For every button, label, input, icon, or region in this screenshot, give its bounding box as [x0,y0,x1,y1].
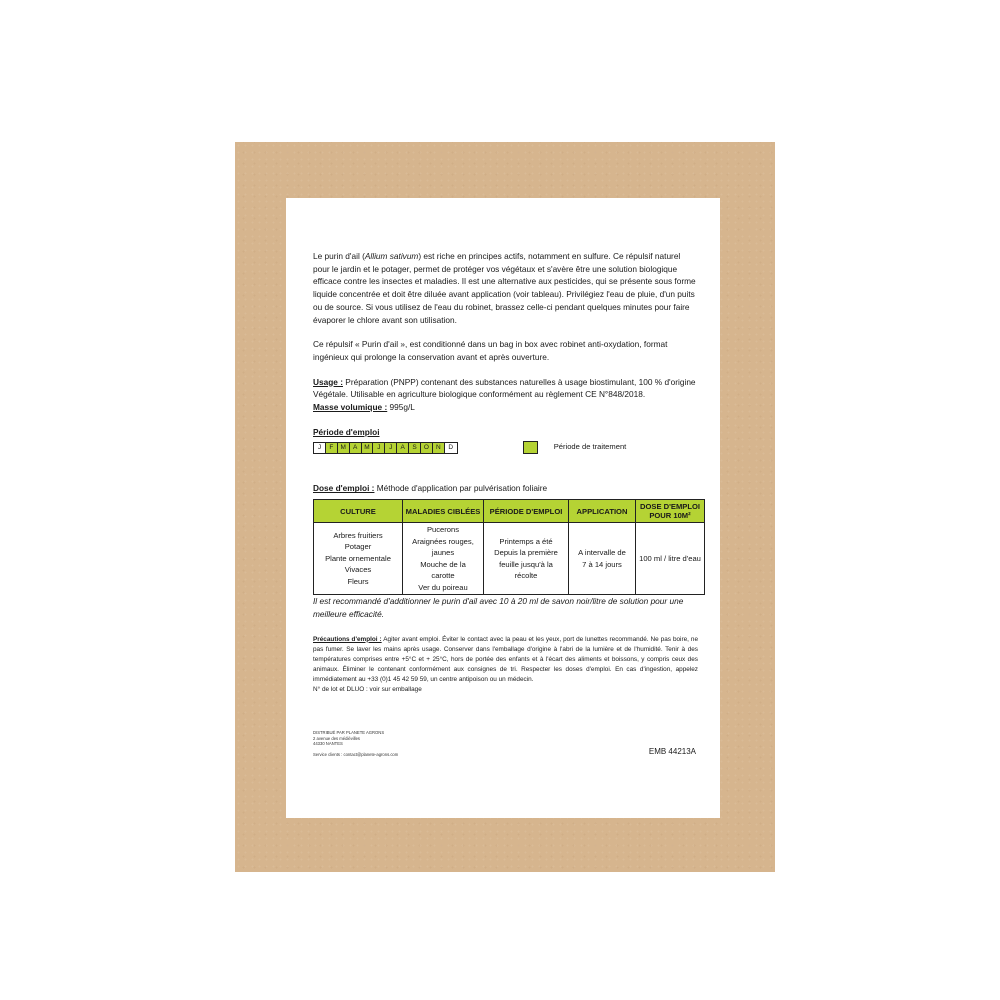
header-periode: PÉRIODE D'EMPLOI [484,500,569,523]
precautions-label: Précautions d'emploi : [313,635,382,643]
emb-code: EMB 44213A [648,747,696,756]
legend-label: Période de traitement [553,442,627,452]
header-dose: DOSE D'EMPLOI POUR 10M² [636,500,705,523]
recommendation-note [313,595,698,620]
maladie-item: Ver du poireau [418,582,468,592]
periode-line: feuille jusqu'à la [499,559,553,569]
note-text: avec 10 à 20 ml de savon noir/litre de solution pour une meilleure efficacité. [313,596,684,619]
dose-line [313,482,698,495]
precautions-paragraph [313,635,698,685]
distributor-line: DISTRIBUÉ PAR PLANETE AGRONS [313,730,385,735]
month-cell: D [448,444,454,452]
header-culture: CULTURE [314,500,403,523]
usage-label: Usage : [313,376,343,387]
cell-maladies [403,523,484,595]
dose-label: Dose d'emploi : [313,483,375,494]
legend-swatch [523,441,538,454]
month-cell: M [362,443,374,453]
distributor-line: 2 avenue des médiévilles [313,735,361,741]
masse-label: Masse volumique : [313,402,388,413]
month-cell: J [314,443,326,453]
intro-paragraph [313,250,698,326]
legend [523,440,627,454]
culture-item: Fleurs [347,576,369,586]
precautions-text: Agiter avant emploi. Éviter le contact avec la peau et les yeux, port de lunettes recommandé. Ne pas boire, ne pas fumer. Se laver les mains après usage. Conserver dans l'emballage d'origine à l'abri de la lumière et de l'humidité. Tenir à des températures comprises entre +5°C et + 25°C, hors de portée des enfants et à l'écart des aliments et boissons, y compris ceux des animaux. Éliminer le contenant conformément aux consignes de tri. Respecter les doses d'emploi. En cas d'ingestion, appelez immédiatement au +33 (0)1 45 42 59 59, un centre antipoison ou un médecin. [313,635,698,683]
periode-label: Période d'emploi [313,426,380,437]
month-cell: O [421,443,433,453]
month-cell: A [350,443,362,453]
month-cell: J [385,443,397,453]
service-client-line: Service clients : contact@planete-agrons.com [313,751,399,757]
periode-line: Depuis la première [494,548,558,558]
maladie-item: jaunes [431,548,455,558]
cell-application [569,523,636,595]
packaging-paragraph: Ce répulsif « Purin d'ail », est conditionné dans un bag in box avec robinet anti-oxydation, format ingénieux qui prolonge la conservation avant et après ouverture. [313,339,668,362]
periode-line: Printemps a été [499,536,553,546]
month-cell: F [326,443,338,453]
distributor-block [313,730,698,757]
cell-dose [636,523,705,595]
culture-item: Potager [344,542,372,552]
application-line: A intervalle de [578,548,626,558]
culture-item: Plante ornementale [325,553,391,563]
maladie-item: carotte [431,571,455,581]
month-calendar [313,442,458,454]
dosage-table [313,499,705,595]
month-cell: S [409,443,421,453]
maladie-item: Araignées rouges, [412,536,474,546]
dose-line: 100 ml / litre d'eau [639,553,701,563]
month-cell: M [338,443,350,453]
table-row [314,523,705,595]
usage-text: Préparation (PNPP) contenant des substances naturelles à usage biostimulant, 100 % d'origine Végétale. Utilisable en agriculture biologique conformément au règlement CE N°848/2018. [313,376,696,400]
month-cell: N [433,443,445,453]
latin-name: Allium sativum [364,251,419,261]
culture-item: Arbres fruitiers [333,530,383,540]
header-application: APPLICATION [569,500,636,523]
table-header-row [314,500,705,523]
month-cell: J [373,443,385,453]
culture-item: Vivaces [344,565,372,575]
maladie-item: Mouche de la [420,559,466,569]
application-line: 7 à 14 jours [582,559,622,569]
month-cell: A [397,443,409,453]
periode-line: récolte [514,571,538,581]
intro-text: ) est riche en principes actifs, notamment en sulfure. Ce répulsif naturel pour le jardin et le potager, permet de protéger vos végétaux et s'avère être une solution biologique efficace contre les insectes et maladies. Il est une alternative aux pesticides, qui se présente sous forme liquide concentrée et doit être diluée avant application (voir tableau). Privilégiez l'eau de pluie, d'un puits ou de source. Si vous utilisez de l'eau du robinet, brassez celle-ci pendant quelques minutes pour faire évaporer le chlore avant son utilisation. [313,251,696,325]
maladie-item: Pucerons [426,525,460,535]
masse-line [313,401,698,414]
header-maladies: MALADIES CIBLÉES [403,500,484,523]
cell-culture [314,523,403,595]
lot-line: N° de lot et DLUO : voir sur emballage [313,685,422,693]
note-text: Il est recommandé d'additionner [313,596,434,607]
dose-text: Méthode d'application par pulvérisation foliaire [374,483,548,494]
masse-value: 995g/L [387,402,415,413]
usage-paragraph [313,376,698,401]
distributor-line: 44330 NANTES [313,741,343,747]
cell-periode [484,523,569,595]
intro-text: Le purin d'ail ( [313,251,365,261]
note-text: le purin d'ail [433,596,478,607]
period-row [313,442,698,454]
label-sheet [286,198,720,818]
